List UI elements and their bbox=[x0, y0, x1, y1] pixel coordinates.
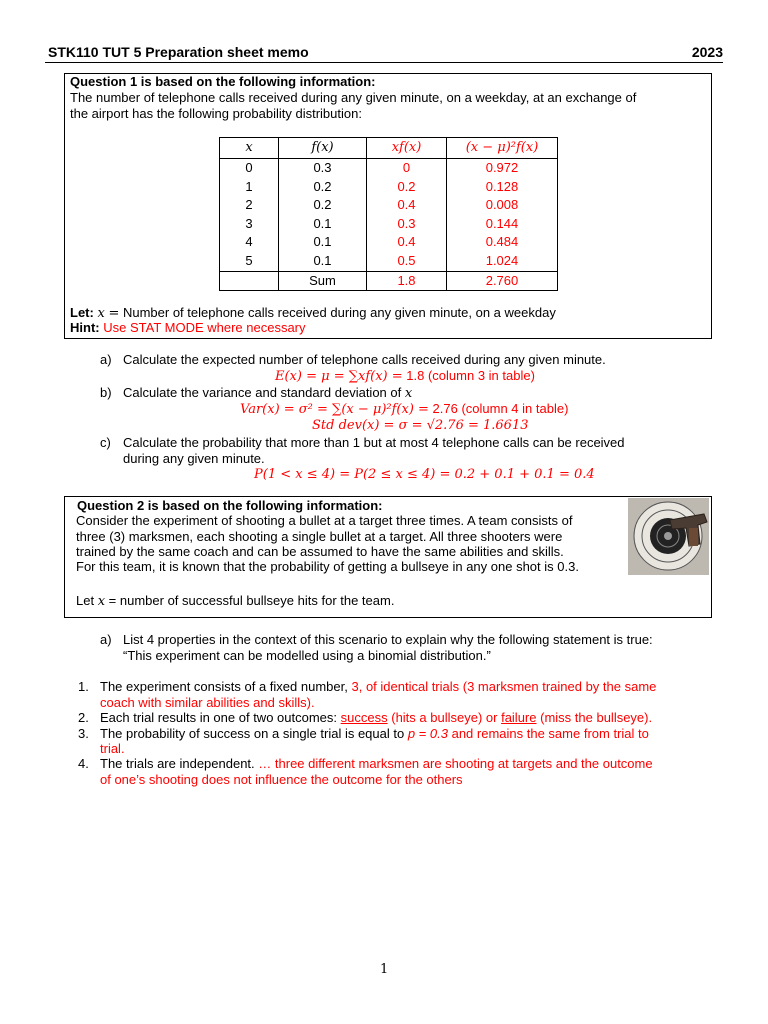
property-4-answer: … three different marksmen are shooting at targets and the outcome bbox=[258, 756, 653, 771]
property-4-line1 bbox=[100, 756, 653, 771]
q1-intro-line1: The number of telephone calls received during any given minute, on a weekday, at an exchange of bbox=[70, 90, 637, 105]
q1a-answer bbox=[275, 368, 535, 384]
property-2-end: (miss the bullseye). bbox=[540, 710, 653, 725]
property-1-answer: 3, of identical trials (3 marksmen trained by the same bbox=[351, 679, 657, 694]
header-rule bbox=[45, 62, 723, 63]
q1b-answer1-math: Var(x) = σ² = ∑(x − μ)²f(x) = bbox=[240, 402, 429, 417]
property-number: 1. bbox=[78, 679, 89, 694]
q2a-text-line2: “This experiment can be modelled using a binomial distribution.” bbox=[123, 648, 491, 663]
table-row bbox=[220, 215, 558, 234]
table-cell: 0.3 bbox=[367, 215, 447, 234]
q1b-answer2: Std dev(x) = σ = √2.76 = 1.6613 bbox=[312, 418, 529, 433]
table-row bbox=[220, 196, 558, 215]
table-cell: 0.2 bbox=[279, 196, 367, 215]
q2-let-prefix: Let bbox=[76, 593, 95, 608]
property-number: 4. bbox=[78, 756, 89, 771]
table-cell: 0 bbox=[367, 159, 447, 178]
q1c-answer: P(1 < x ≤ 4) = P(2 ≤ x ≤ 4) = 0.2 + 0.1 + 0.1 = 0.4 bbox=[254, 467, 595, 482]
property-3-p: p = 0.3 bbox=[407, 726, 448, 741]
q1-heading: Question 1 is based on the following information: bbox=[70, 74, 376, 89]
table-sum-row bbox=[220, 271, 558, 291]
q1-hint-line bbox=[70, 320, 306, 335]
q2-line: three (3) marksmen, each shooting a single bullet at a target. All three shooters were bbox=[76, 529, 563, 544]
q2-let-text: = number of successful bullseye hits for the team. bbox=[108, 593, 395, 608]
table-header-varterm: (x − μ)²f(x) bbox=[447, 138, 558, 159]
property-3-text: The probability of success on a single trial is equal to bbox=[100, 726, 405, 741]
table-cell: 5 bbox=[220, 252, 279, 271]
q1a-label: a) bbox=[100, 352, 112, 367]
probability-distribution-table bbox=[219, 137, 558, 291]
table-cell: 0.4 bbox=[367, 196, 447, 215]
table-row bbox=[220, 233, 558, 252]
table-row bbox=[220, 159, 558, 178]
property-3-answer: and remains the same from trial to bbox=[451, 726, 649, 741]
table-row bbox=[220, 252, 558, 271]
table-cell: 0.1 bbox=[279, 252, 367, 271]
table-cell: 0.144 bbox=[447, 215, 558, 234]
q1b-text: Calculate the variance and standard deviation of bbox=[123, 385, 402, 400]
table-cell: 0.3 bbox=[279, 159, 367, 178]
q1-intro-line2: the airport has the following probability distribution: bbox=[70, 106, 362, 121]
q1b-label: b) bbox=[100, 385, 112, 400]
q1-hint-label: Hint: bbox=[70, 320, 100, 335]
table-sum-xf: 1.8 bbox=[367, 271, 447, 291]
table-sum-var: 2.760 bbox=[447, 271, 558, 291]
target-pistol-image bbox=[628, 498, 709, 575]
table-cell: 0.2 bbox=[367, 178, 447, 197]
q1a-text: Calculate the expected number of telephone calls received during any given minute. bbox=[123, 352, 606, 367]
property-1-line1 bbox=[100, 679, 656, 694]
table-cell: 0.484 bbox=[447, 233, 558, 252]
table-header-xfx: xf(x) bbox=[367, 138, 447, 159]
property-2-failure: failure bbox=[501, 710, 537, 725]
q1c-label: c) bbox=[100, 435, 111, 450]
table-cell: 1.024 bbox=[447, 252, 558, 271]
q2-let-var: x bbox=[97, 594, 106, 609]
q2-let-line bbox=[76, 593, 394, 609]
document-year: 2023 bbox=[691, 44, 723, 60]
table-cell: 0.5 bbox=[367, 252, 447, 271]
property-3-line1 bbox=[100, 726, 649, 741]
table-cell: 0.1 bbox=[279, 233, 367, 252]
q2-line: trained by the same coach and can be assumed to have the same abilities and skills. bbox=[76, 544, 564, 559]
property-2-success: success bbox=[340, 710, 388, 725]
q1-let-var: x bbox=[97, 306, 105, 321]
property-2-line bbox=[100, 710, 652, 725]
property-3-line2: trial. bbox=[100, 741, 125, 756]
property-number: 3. bbox=[78, 726, 89, 741]
q1-let-label: Let: bbox=[70, 305, 94, 320]
table-cell-empty bbox=[220, 271, 279, 291]
table-header-row bbox=[220, 138, 558, 159]
property-4-line2: of one’s shooting does not influence the outcome for the others bbox=[100, 772, 463, 787]
page-number: 1 bbox=[380, 962, 389, 977]
property-2-mid: (hits a bullseye) or bbox=[391, 710, 498, 725]
q1b-var: x bbox=[404, 386, 413, 401]
table-cell: 0.008 bbox=[447, 196, 558, 215]
q1-hint-text: Use STAT MODE where necessary bbox=[103, 320, 306, 335]
q2-line: For this team, it is known that the probability of getting a bullseye in any one shot is 0.3. bbox=[76, 559, 579, 574]
q1a-answer-math: E(x) = μ = ∑xf(x) = bbox=[275, 369, 403, 384]
table-cell: 2 bbox=[220, 196, 279, 215]
table-cell: 0.4 bbox=[367, 233, 447, 252]
table-cell: 1 bbox=[220, 178, 279, 197]
table-cell: 4 bbox=[220, 233, 279, 252]
table-sum-label: Sum bbox=[279, 271, 367, 291]
property-2-text: Each trial results in one of two outcomes: bbox=[100, 710, 338, 725]
q1c-text-line2: during any given minute. bbox=[123, 451, 265, 466]
table-header-fx: f(x) bbox=[279, 138, 367, 159]
q1b-question bbox=[123, 385, 412, 401]
page-header bbox=[48, 44, 723, 62]
table-cell: 0.972 bbox=[447, 159, 558, 178]
property-1-text: The experiment consists of a fixed number, bbox=[100, 679, 348, 694]
q1c-text-line1: Calculate the probability that more than 1 but at most 4 telephone calls can be received bbox=[123, 435, 625, 450]
q1-let-line bbox=[70, 305, 556, 321]
q2-heading: Question 2 is based on the following information: bbox=[77, 498, 383, 513]
q1-let-eq: = bbox=[108, 306, 120, 321]
table-row bbox=[220, 178, 558, 197]
table-cell: 0.1 bbox=[279, 215, 367, 234]
target-pistol-icon bbox=[628, 498, 709, 575]
q2-line: Consider the experiment of shooting a bullet at a target three times. A team consists of bbox=[76, 513, 573, 528]
q2a-text-line1: List 4 properties in the context of this scenario to explain why the following statement is true: bbox=[123, 632, 653, 647]
table-cell: 0.2 bbox=[279, 178, 367, 197]
q1b-answer1-text: 2.76 (column 4 in table) bbox=[432, 401, 569, 416]
table-cell: 0.128 bbox=[447, 178, 558, 197]
table-cell: 3 bbox=[220, 215, 279, 234]
q1a-answer-text: 1.8 (column 3 in table) bbox=[406, 368, 535, 383]
document-title: STK110 TUT 5 Preparation sheet memo bbox=[48, 44, 309, 60]
property-1-line2: coach with similar abilities and skills). bbox=[100, 695, 315, 710]
property-4-text: The trials are independent. bbox=[100, 756, 255, 771]
q2a-label: a) bbox=[100, 632, 112, 647]
table-header-x: x bbox=[220, 138, 279, 159]
table-cell: 0 bbox=[220, 159, 279, 178]
q1b-answer1 bbox=[240, 401, 568, 417]
property-number: 2. bbox=[78, 710, 89, 725]
q1-let-text: Number of telephone calls received during any given minute, on a weekday bbox=[122, 305, 556, 320]
